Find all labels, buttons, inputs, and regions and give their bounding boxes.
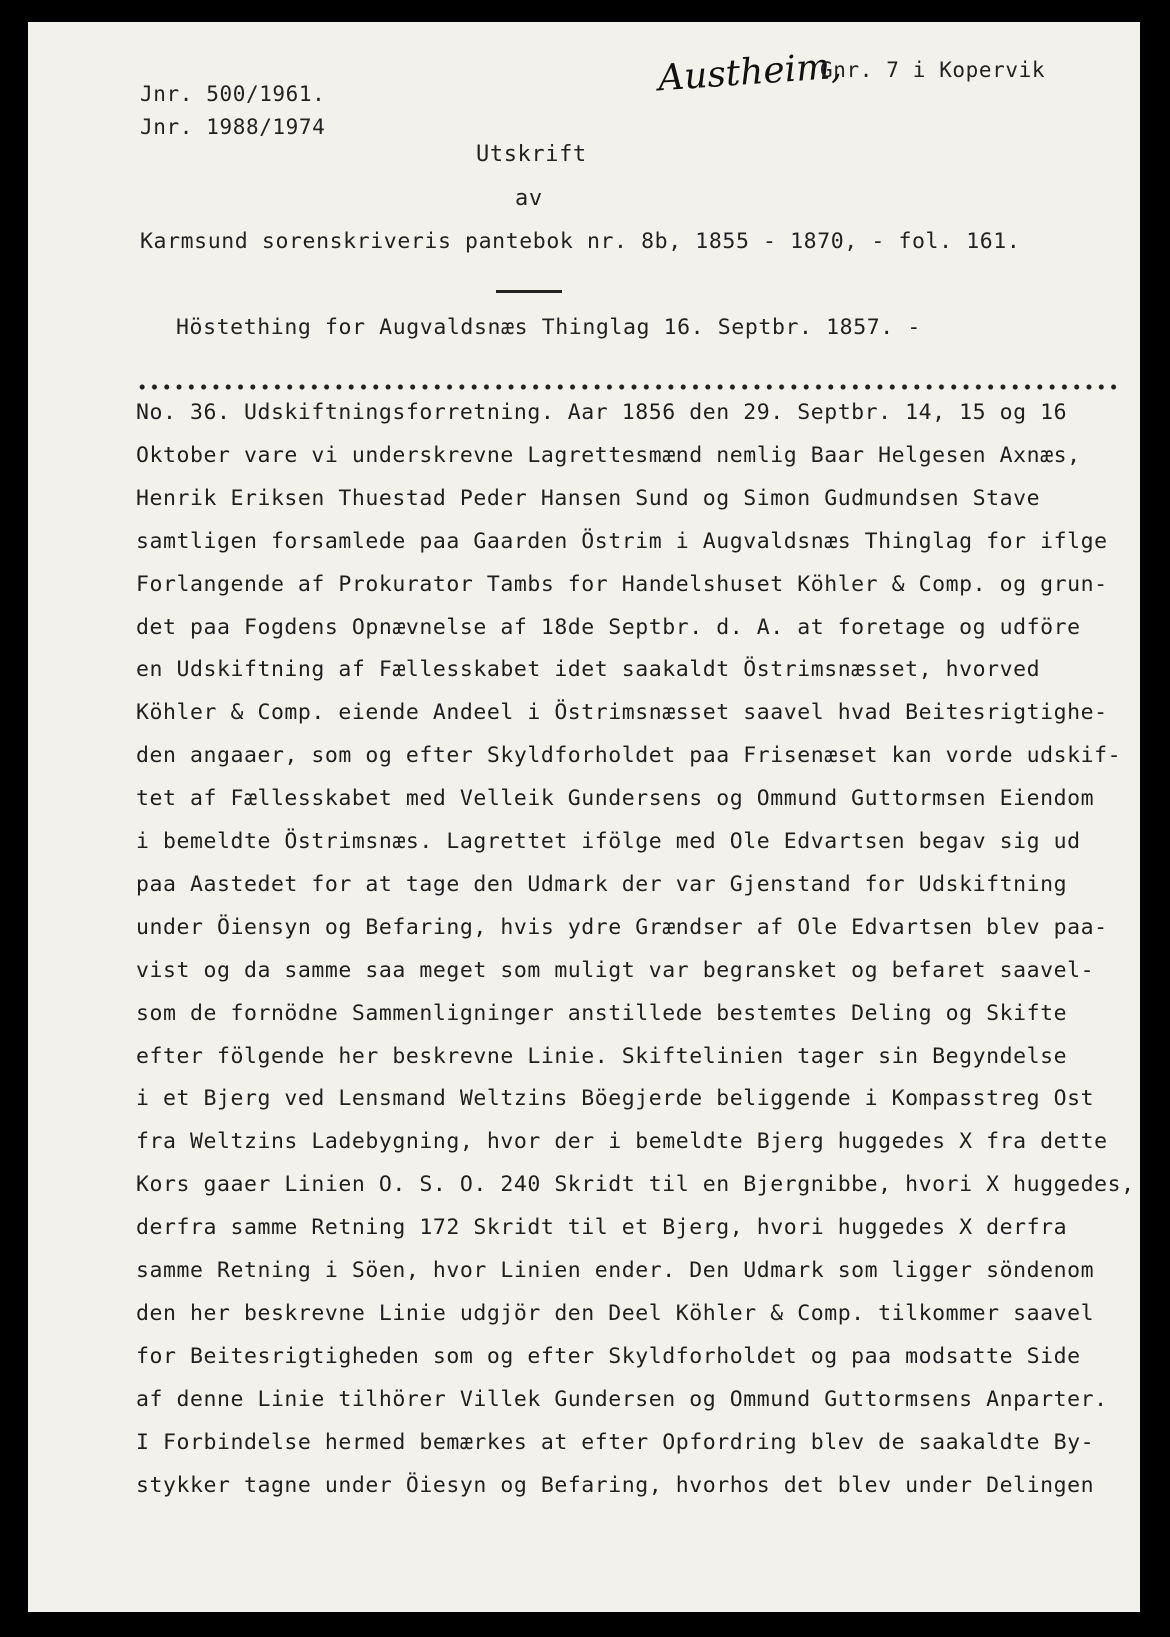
journal-number-1: Jnr. 500/1961. [140,82,326,106]
body-line: af denne Linie tilhörer Villek Gundersen og Ommund Guttormsens Anparter. [136,1386,1108,1412]
title-utskrift: Utskrift [476,142,587,167]
body-line: som de fornödne Sammenligninger anstillede bestemtes Deling og Skifte [136,1000,1068,1026]
dotted-separator [136,380,1121,394]
body-line: I Forbindelse hermed bemærkes at efter Opfordring blev de saakaldte By- [136,1429,1095,1455]
body-line: den angaaer, som og efter Skyldforholdet paa Frisenæset kan vorde udskif- [136,743,1122,769]
body-line: samme Retning i Söen, hvor Linien ender. Den Udmark som ligger söndenom [136,1258,1095,1283]
body-line: det paa Fogdens Opnævnelse af 18de Septbr. d. A. at foretage og udföre [136,614,1081,640]
body-line: for Beitesrigtigheden som og efter Skyldforholdet og paa modsatte Side [136,1343,1081,1369]
body-line: Forlangende af Prokurator Tambs for Handelshuset Köhler & Comp. og grun- [136,571,1108,597]
body-line: i et Bjerg ved Lensmand Weltzins Böegjerde beliggende i Kompasstreg Ost [136,1086,1095,1112]
body-line: derfra samme Retning 172 Skridt til et Bjerg, hvori huggedes X derfra [136,1215,1068,1241]
body-line: den her beskrevne Linie udgjör den Deel Köhler & Comp. tilkommer saavel [136,1300,1095,1326]
handwritten-signature: Austheim, [656,45,843,100]
title-source: Karmsund sorenskriveris pantebok nr. 8b, 1855 - 1870, - fol. 161. [140,229,1021,254]
body-line: Henrik Eriksen Thuestad Peder Hansen Sund og Simon Gudmundsen Stave [136,485,1041,511]
body-line: samtligen forsamlede paa Gaarden Östrim i Augvaldsnæs Thinglag for iflge [136,528,1108,554]
journal-number-2: Jnr. 1988/1974 [140,115,326,139]
body-line: Köhler & Comp. eiende Andeel i Östrimsnæsset saavel hvad Beitesrigtighe- [136,700,1108,726]
document-page [28,22,1140,1612]
body-line: stykker tagne under Öiesyn og Befaring, hvorhos det blev under Delingen [136,1472,1095,1498]
body-line: vist og da samme saa meget som muligt var begransket og befaret saavel- [136,957,1095,983]
gnr-label: Gnr. 7 i Kopervik [820,58,1046,82]
body-line: efter fölgende her beskrevne Linie. Skiftelinien tager sin Begyndelse [136,1043,1068,1069]
body-line: paa Aastedet for at tage den Udmark der var Gjenstand for Udskiftning [136,871,1068,897]
body-line: No. 36. Udskiftningsforretning. Aar 1856 den 29. Septbr. 14, 15 og 16 [136,400,1068,425]
body-line: i bemeldte Östrimsnæs. Lagrettet ifölge med Ole Edvartsen begav sig ud [136,829,1081,854]
body-line: en Udskiftning af Fællesskabet idet saakaldt Östrimsnæsset, hvorved [136,657,1041,683]
title-av: av [515,186,543,211]
body-line: fra Weltzins Ladebygning, hvor der i bemeldte Bjerg huggedes X fra dette [136,1129,1108,1155]
title-divider [496,290,562,293]
body-line: under Öiensyn og Befaring, hvis ydre Grændser af Ole Edvartsen blev paa- [136,914,1108,940]
session-heading: Höstething for Augvaldsnæs Thinglag 16. Septbr. 1857. - [176,315,921,340]
body-line: Oktober vare vi underskrevne Lagrettesmænd nemlig Baar Helgesen Axnæs, [136,442,1081,468]
body-line: Kors gaaer Linien O. S. O. 240 Skridt til en Bjergnibbe, hvori X huggedes, [136,1172,1135,1198]
body-line: tet af Fællesskabet med Velleik Gundersens og Ommund Guttormsen Eiendom [136,786,1095,812]
